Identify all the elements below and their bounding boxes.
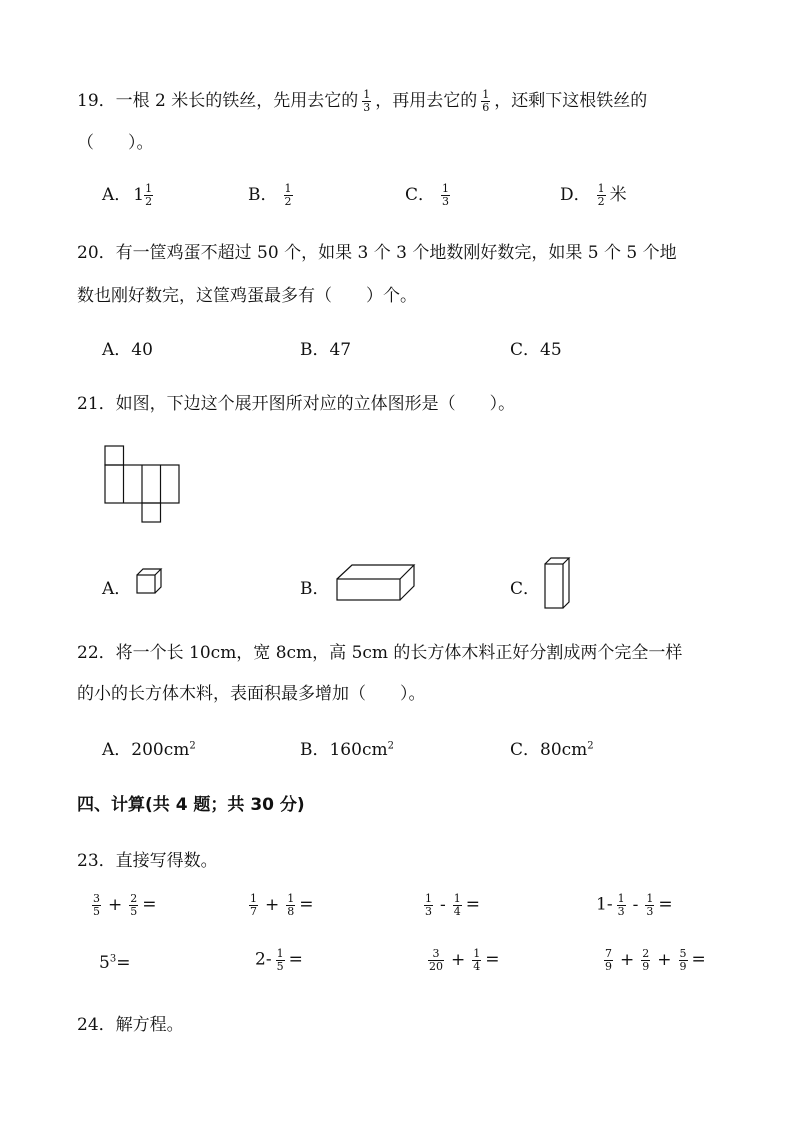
q19-fraction-1: $\frac{1}{3}$	[363, 88, 371, 114]
q19-line1	[77, 86, 647, 114]
q21-option-a-label[interactable]: A．	[102, 579, 132, 599]
q20-option-a[interactable]: A．40	[102, 340, 153, 360]
q19-option-b[interactable]: B． $\frac{1}{2}$	[248, 182, 292, 208]
cube-icon[interactable]	[134, 566, 166, 598]
expr-6: 2- $\frac{1}{5}$ =	[255, 947, 303, 973]
expr-5: $5^3=$	[99, 953, 131, 973]
q19-text-b: 米长的铁丝，先用去它的	[171, 91, 359, 111]
tall-prism-icon[interactable]	[542, 556, 574, 612]
q22-line1: 22．将一个长 10cm，宽 8cm，高 5cm 的长方体木料正好分割成两个完全一样	[77, 643, 683, 663]
q19-text-c: ，再用去它的	[375, 91, 478, 111]
rectangular-prism-icon[interactable]	[334, 562, 418, 604]
q19-option-c-fraction: $\frac{1}{3}$	[442, 182, 450, 208]
q19-number-2: 2	[155, 91, 166, 111]
expr-2: $\frac{1}{7}$ + $\frac{1}{8}$ =	[250, 892, 314, 918]
expr-8: $\frac{7}{9}$ + $\frac{2}{9}$ + $\frac{5}{9}$ =	[605, 947, 706, 973]
q23-title: 23．直接写得数。	[77, 851, 218, 871]
q21-line1: 21．如图，下边这个展开图所对应的立体图形是（ ）。	[77, 394, 516, 414]
q21-option-b-label[interactable]: B．	[300, 579, 330, 599]
expr-7: $\frac{3}{20}$ + $\frac{1}{4}$ =	[429, 947, 500, 973]
q19-option-c[interactable]: C． $\frac{1}{3}$	[405, 182, 450, 208]
q19-option-d-fraction: $\frac{1}{2}$	[597, 182, 605, 208]
q19-option-d[interactable]: D． $\frac{1}{2}$ 米	[560, 182, 627, 208]
q19-option-a-fraction: $\frac{1}{2}$	[145, 182, 153, 208]
q19-number: 19．	[77, 91, 116, 111]
q19-option-b-fraction: $\frac{1}{2}$	[284, 182, 292, 208]
q24-title: 24．解方程。	[77, 1015, 184, 1035]
q20-line1: 20．有一筐鸡蛋不超过 50 个，如果 3 个 3 个地数刚好数完，如果 5 个 5 个地	[77, 243, 677, 263]
expr-3: $\frac{1}{3}$ - $\frac{1}{4}$ =	[425, 892, 480, 918]
q20-line2: 数也刚好数完，这筐鸡蛋最多有（ ）个。	[77, 286, 417, 306]
q19-option-a[interactable]: A． 1 $\frac{1}{2}$	[102, 182, 153, 208]
cube-net-diagram	[100, 443, 184, 525]
q21-option-c-label[interactable]: C．	[510, 579, 541, 599]
q19-fraction-2: $\frac{1}{6}$	[482, 88, 490, 114]
q22-option-c[interactable]: C．$80cm^2$	[510, 740, 594, 760]
q19-line2: （ ）。	[77, 133, 154, 153]
expr-1: $\frac{3}{5}$ + $\frac{2}{5}$ =	[93, 892, 157, 918]
q20-option-c[interactable]: C．45	[510, 340, 562, 360]
q19-text-d: ，还剩下这根铁丝的	[494, 91, 648, 111]
q19-text-a: 一根	[115, 91, 150, 111]
q22-option-a[interactable]: A．$200cm^2$	[102, 740, 196, 760]
section-heading: 四、计算(共 4 题；共 30 分)	[77, 795, 305, 815]
expr-4: 1- $\frac{1}{3}$ - $\frac{1}{3}$ =	[596, 892, 673, 918]
q22-option-b[interactable]: B．$160cm^2$	[300, 740, 394, 760]
q20-option-b[interactable]: B．47	[300, 340, 352, 360]
q22-line2: 的小的长方体木料，表面积最多增加（ ）。	[77, 684, 426, 704]
